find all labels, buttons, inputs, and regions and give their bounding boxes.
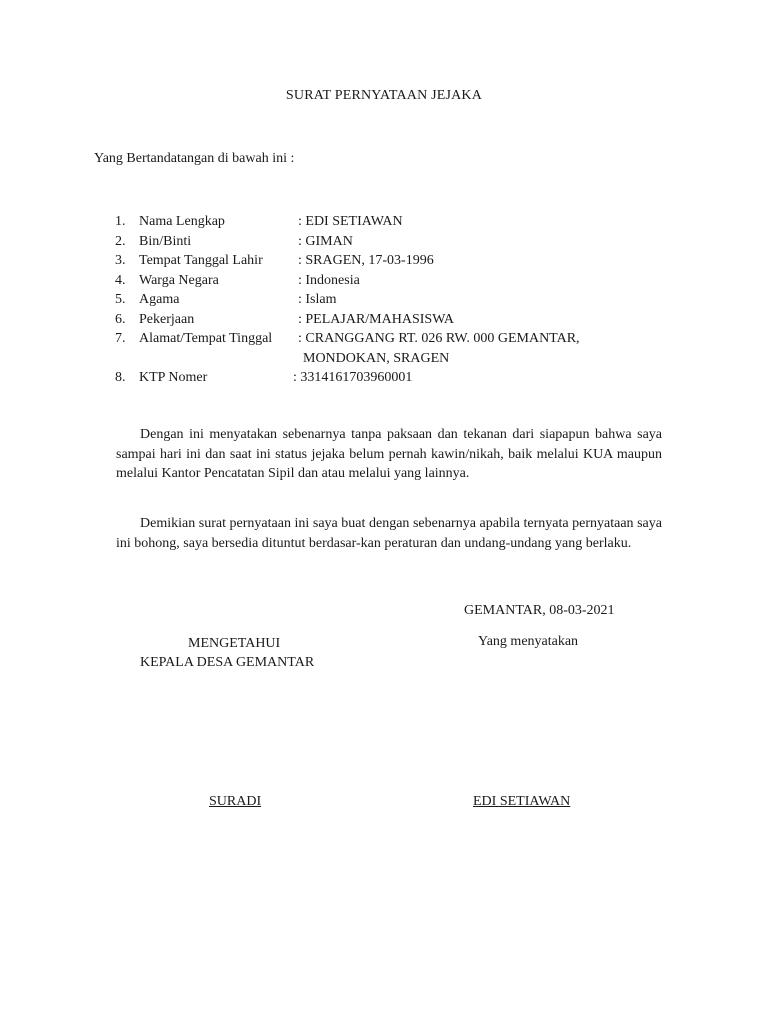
left-signature-heading	[140, 634, 314, 672]
field-row	[115, 290, 675, 310]
field-row	[115, 232, 675, 252]
village-head-name: SURADI	[209, 794, 262, 809]
field-value: : Indonesia	[298, 272, 360, 288]
field-row	[115, 310, 675, 330]
field-value-continuation: MONDOKAN, SRAGEN	[303, 350, 450, 366]
field-row	[115, 329, 675, 368]
field-number: 2.	[115, 233, 126, 249]
field-value: : 3314161703960001	[293, 370, 413, 385]
closing-paragraph	[116, 514, 662, 553]
field-number: 3.	[115, 253, 126, 268]
field-number: 1.	[115, 214, 126, 229]
statement-text: Dengan ini menyatakan sebenarnya tanpa paksaan dan tekanan dari siapapun bahwa saya sampai hari ini dan saat ini status jejaka belum pernah kawin/nikah, baik melalui KUA maupun melalui Kantor Pencatatan Sipil dan atau melalui yang lainnya.	[116, 427, 662, 481]
field-row	[115, 212, 675, 232]
acknowledged-label: MENGETAHUI	[188, 636, 281, 651]
place-date: GEMANTAR, 08-03-2021	[464, 603, 615, 618]
field-label: KTP Nomer	[139, 370, 208, 385]
field-row	[115, 271, 675, 291]
village-head-label: KEPALA DESA GEMANTAR	[140, 655, 315, 670]
declarant-label: Yang menyatakan	[478, 634, 579, 649]
field-number: 5.	[115, 292, 126, 307]
field-number: 6.	[115, 311, 126, 327]
document-title: SURAT PERNYATAAN JEJAKA	[285, 88, 483, 103]
field-label: Pekerjaan	[139, 311, 195, 327]
field-label: Alamat/Tempat Tinggal	[139, 331, 273, 346]
field-label: Bin/Binti	[139, 233, 192, 249]
declarant-name: EDI SETIAWAN	[473, 794, 571, 809]
field-value: : SRAGEN, 17-03-1996	[298, 253, 434, 268]
field-label: Nama Lengkap	[139, 214, 225, 229]
field-row	[115, 368, 675, 388]
field-label: Warga Negara	[139, 272, 219, 288]
statement-paragraph	[116, 425, 662, 484]
field-value: : CRANGGANG RT. 026 RW. 000 GEMANTAR,	[298, 331, 580, 346]
field-value: : GIMAN	[298, 233, 353, 249]
closing-text: Demikian surat pernyataan ini saya buat dengan sebenarnya apabila ternyata pernyataan saya ini bohong, saya bersedia dituntut berdasar-kan peraturan dan undang-undang yang berlaku.	[116, 516, 662, 551]
field-number: 8.	[115, 370, 126, 385]
field-number: 7.	[115, 331, 126, 346]
field-value: : Islam	[298, 292, 337, 307]
field-value: : EDI SETIAWAN	[298, 214, 403, 229]
field-label: Tempat Tanggal Lahir	[139, 253, 263, 268]
field-label: Agama	[139, 292, 180, 307]
identity-list	[115, 212, 675, 388]
intro-text: Yang Bertandatangan di bawah ini :	[94, 151, 295, 166]
field-value: : PELAJAR/MAHASISWA	[298, 311, 454, 327]
field-row	[115, 251, 675, 271]
field-number: 4.	[115, 272, 126, 288]
